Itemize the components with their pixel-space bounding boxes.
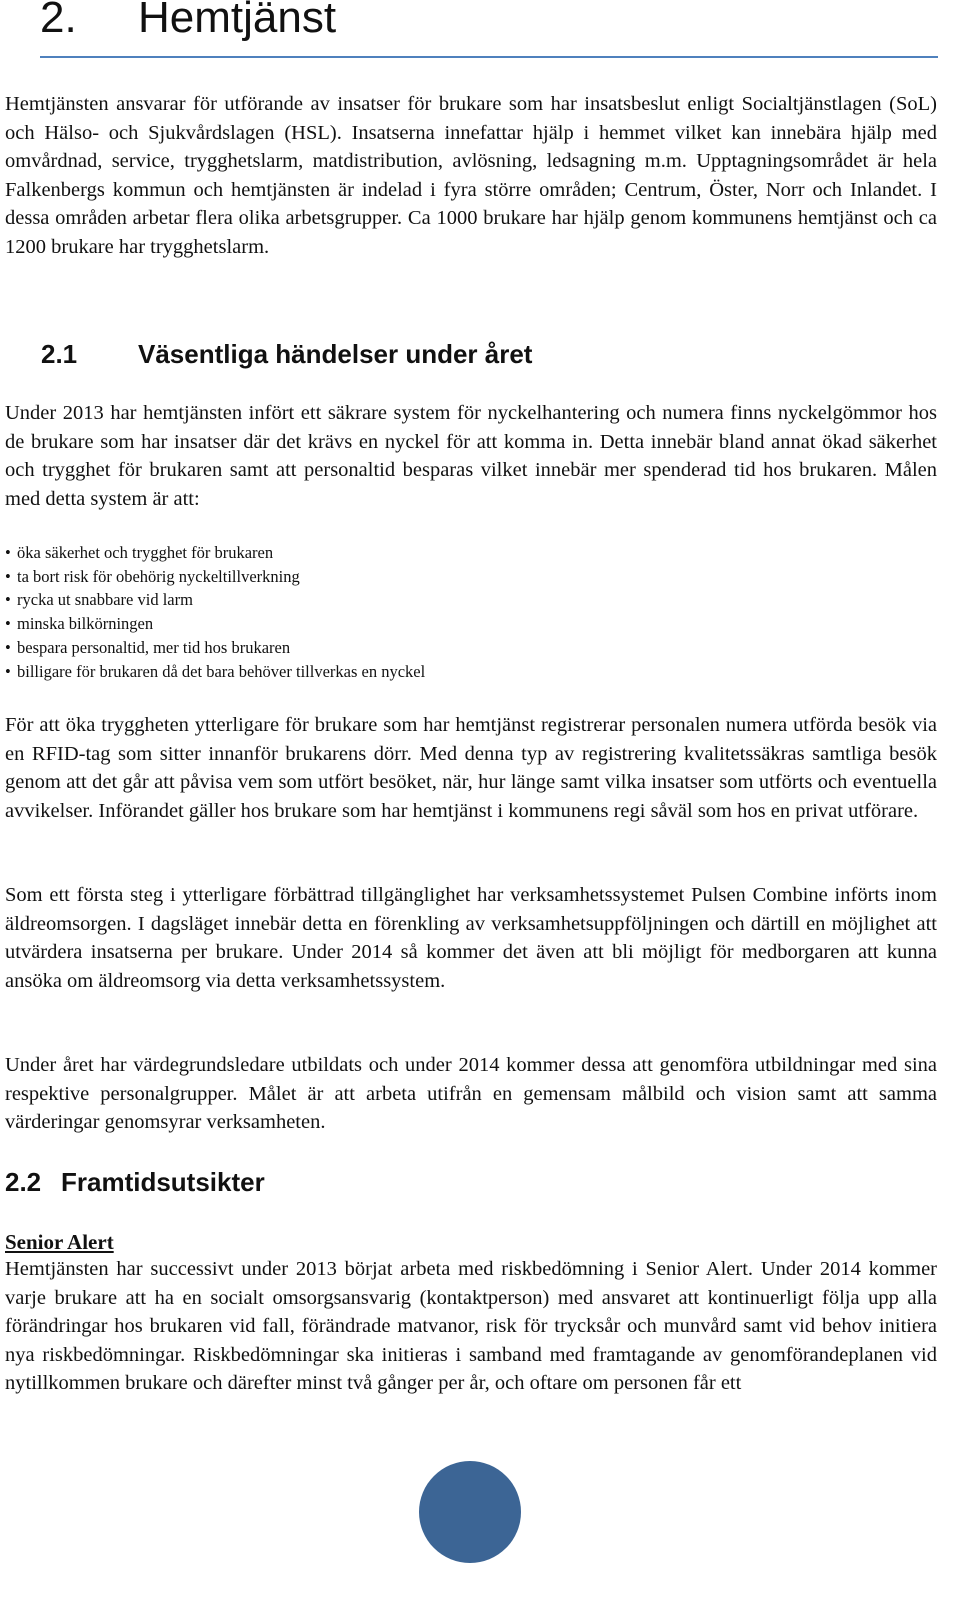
pulsen-paragraph: Som ett första steg i ytterligare förbättrad tillgänglighet har verksamhetssystemet Pulsen Combine införts inom äldreomsorgen. I dagsläget innebär detta en förenkling av verksamhetsuppföljningen och därtill en möjlighet att utvärdera insatserna per brukare. Under 2014 så kommer det även att bli möjligt för medborgaren att kunna ansöka om äldreomsorg via detta verksamhetssystem. bbox=[5, 884, 937, 992]
list-item bbox=[5, 636, 705, 660]
key-handling-paragraph: Under 2013 har hemtjänsten infört ett säkrare system för nyckelhantering och numera finns nyckelgömmor hos de brukare som har insatser där det krävs en nyckel för att komma in. Detta innebär bland annat ökad säkerhet och trygghet för brukaren samt att personaltid besparas vilket innebär mer spenderad tid hos brukaren. Målen med detta system är att: bbox=[5, 402, 937, 510]
list-item-text: ta bort risk för obehörig nyckeltillverkning bbox=[17, 566, 300, 586]
page-number-badge bbox=[419, 1461, 521, 1563]
section-number: 2.2 bbox=[5, 1167, 42, 1197]
senior-alert-subheading: Senior Alert bbox=[5, 1230, 114, 1254]
list-item-text: minska bilkörningen bbox=[17, 614, 154, 634]
vardegrund-paragraph: Under året har värdegrundsledare utbildats och under 2014 kommer dessa att genomföra utbildningar med sina respektive personalgrupper. Målet är att arbeta utifrån en gemensam målbild och vision samt att samma värderingar genomsyrar verksamheten. bbox=[5, 1054, 937, 1133]
heading-underline bbox=[40, 56, 938, 58]
bullet-icon: • bbox=[5, 590, 11, 610]
bullet-icon: • bbox=[5, 566, 11, 586]
intro-paragraph: Hemtjänsten ansvarar för utförande av insatser för brukare som har insatsbeslut enligt Socialtjänstlagen (SoL) och Hälso- och Sjukvårdslagen (HSL). Insatserna innefattar hjälp i hemmet vilket kan innebära hjälp med omvårdnad, service, trygghetslarm, matdistribution, avlösning, ledsagning m.m. Upptagningsområdet är hela Falkenbergs kommun och hemtjänsten är indelad i fyra större områden; Centrum, Öster, Norr och Inlandet. I dessa områden arbetar flera olika arbetsgrupper. Ca 1000 brukare har hjälp genom kommunens hemtjänst och ca 1200 brukare har trygghetslarm. bbox=[5, 93, 937, 258]
section-heading-2-1 bbox=[41, 336, 532, 372]
section-title: Framtidsutsikter bbox=[61, 1167, 265, 1197]
list-item bbox=[5, 565, 705, 589]
list-item-text: öka säkerhet och trygghet för brukaren bbox=[17, 543, 274, 562]
list-item bbox=[5, 660, 705, 684]
bullet-icon: • bbox=[5, 614, 11, 634]
list-item-text: bespara personaltid, mer tid hos brukaren bbox=[17, 637, 291, 657]
list-item bbox=[5, 541, 705, 565]
senior-alert-paragraph: Hemtjänsten har successivt under 2013 börjat arbeta med riskbedömning i Senior Alert. Under 2014 kommer varje brukare att ha en socialt omsorgsansvarig (kontaktperson) med ansvaret att kontinuerligt följa upp alla förändringar hos brukaren vid fall, förändrade matvanor, risk för trycksår och munvård samt vid behov initiera nya riskbedömningar. Riskbedömningar ska initieras i samband med framtagande av genomförandeplanen vid nytillkommen brukare och därefter minst två gånger per år, och oftare om personen får ett bbox=[5, 1258, 937, 1394]
section-title: Väsentliga händelser under året bbox=[138, 339, 533, 369]
section-heading-2-2 bbox=[5, 1164, 265, 1200]
list-item bbox=[5, 612, 705, 636]
list-item-text: billigare för brukaren då det bara behöver tillverkas en nyckel bbox=[17, 661, 426, 681]
chapter-heading bbox=[40, 0, 336, 44]
section-number: 2.1 bbox=[41, 339, 78, 369]
bullet-icon: • bbox=[5, 637, 11, 657]
rfid-paragraph: För att öka tryggheten ytterligare för brukare som har hemtjänst registrerar personalen numera utförda besök via en RFID-tag som sitter innanför brukarens dörr. Med denna typ av registrering kvalitetssäkras samtliga besök genom att det går att påvisa vem som utfört besöket, när, hur länge samt vilka insatser som utförts och eventuella avvikelser. Införandet gäller hos brukare som har hemtjänst i kommunens regi såväl som hos en privat utförare. bbox=[5, 714, 937, 822]
list-item bbox=[5, 588, 705, 612]
chapter-title: Hemtjänst bbox=[138, 0, 337, 42]
bullet-icon: • bbox=[5, 661, 11, 681]
goals-bullet-list bbox=[5, 541, 705, 683]
chapter-number: 2. bbox=[40, 0, 77, 42]
list-item-text: rycka ut snabbare vid larm bbox=[17, 590, 193, 610]
bullet-icon: • bbox=[5, 543, 11, 562]
